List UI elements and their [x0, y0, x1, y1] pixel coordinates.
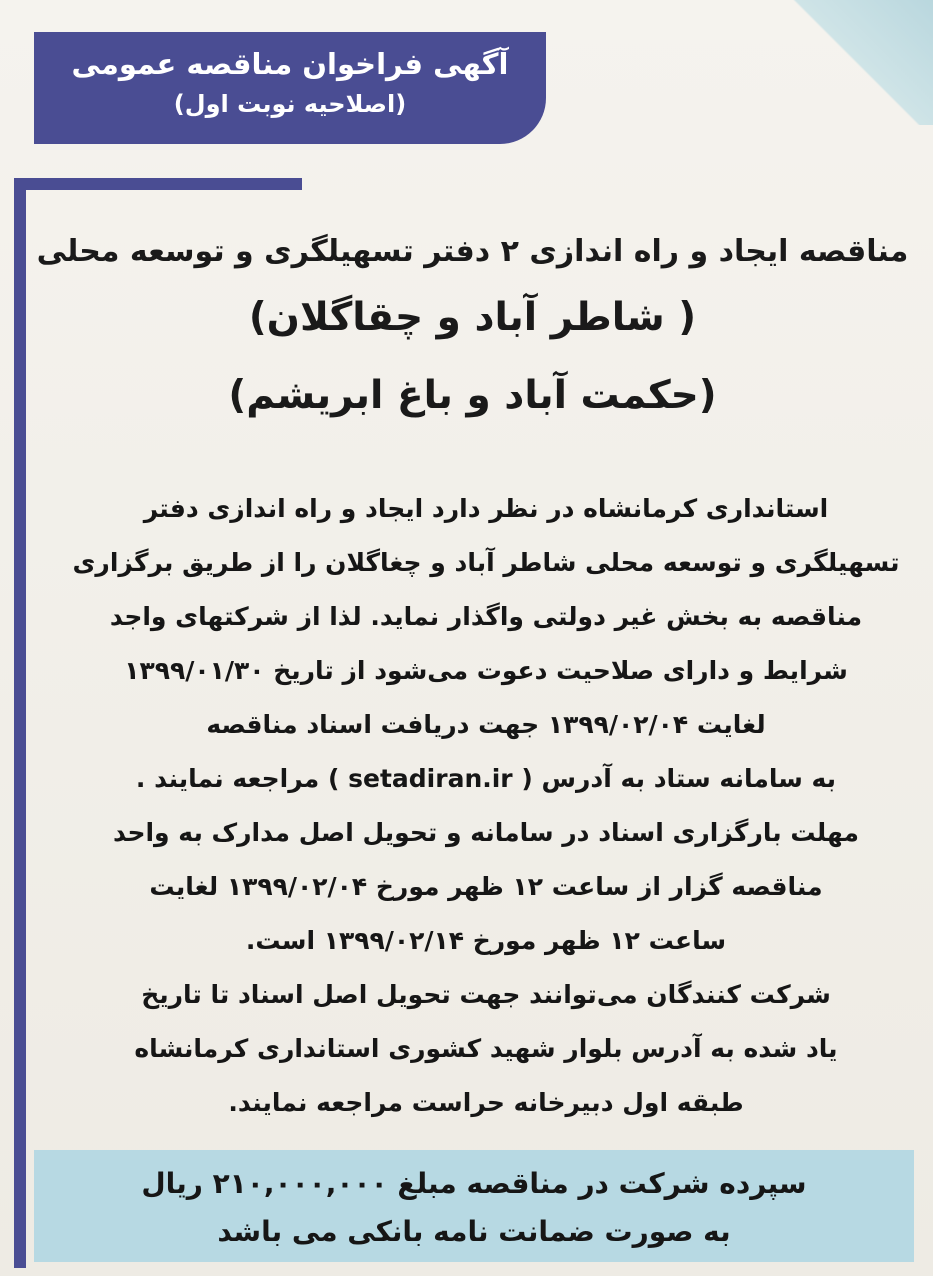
frame-left-bar — [14, 178, 26, 1268]
notice-body — [52, 482, 920, 1130]
tender-titles — [30, 225, 915, 435]
banner-title: آگهی فراخوان مناقصه عمومی — [71, 47, 509, 81]
body-line: مناقصه به بخش غیر دولتی واگذار نماید. لذا از شرکتهای واجد — [109, 602, 863, 631]
header-banner — [34, 32, 546, 144]
body-line: شرکت کنندگان می‌توانند جهت تحویل اصل اسناد تا تاریخ — [141, 980, 831, 1009]
tender-title: مناقصه ایجاد و راه اندازی ۲ دفتر تسهیلگری و توسعه محلی — [36, 234, 909, 269]
page-corner-fold — [783, 0, 933, 125]
body-line: استانداری کرمانشاه در نظر دارد ایجاد و راه اندازی دفتر — [143, 494, 829, 523]
body-line: شرایط و دارای صلاحیت دعوت می‌شود از تاریخ ۱۳۹۹/۰۱/۳۰ — [124, 656, 848, 685]
tender-location-1: ( شاطر آباد و چقاگلان) — [248, 295, 697, 340]
deposit-box — [34, 1150, 914, 1262]
tender-location-2: (حکمت آباد و باغ ابریشم) — [228, 373, 717, 418]
deposit-amount: سپرده شرکت در مناقصه مبلغ ۲۱۰,۰۰۰,۰۰۰ ریال — [141, 1167, 807, 1200]
body-line: تسهیلگری و توسعه محلی شاطر آباد و چغاگلان را از طریق برگزاری — [72, 548, 900, 577]
body-line: لغایت ۱۳۹۹/۰۲/۰۴ جهت دریافت اسناد مناقصه — [206, 710, 766, 739]
body-line: ساعت ۱۲ ظهر مورخ ۱۳۹۹/۰۲/۱۴ است. — [245, 926, 727, 955]
body-line: به سامانه ستاد به آدرس ( setadiran.ir ) مراجعه نمایند . — [135, 764, 837, 793]
body-line: طبقه اول دبیرخانه حراست مراجعه نمایند. — [228, 1088, 744, 1117]
body-line: یاد شده به آدرس بلوار شهید کشوری استانداری کرمانشاه — [134, 1034, 838, 1063]
body-line: مهلت بارگزاری اسناد در سامانه و تحویل اصل مدارک به واحد — [113, 818, 859, 847]
body-line: مناقصه گزار از ساعت ۱۲ ظهر مورخ ۱۳۹۹/۰۲/۰۴ لغایت — [149, 872, 823, 901]
banner-subtitle: (اصلاحیه نوبت اول) — [173, 90, 407, 118]
deposit-guarantee: به صورت ضمانت نامه بانکی می باشد — [217, 1215, 731, 1248]
frame-top-bar — [14, 178, 302, 190]
